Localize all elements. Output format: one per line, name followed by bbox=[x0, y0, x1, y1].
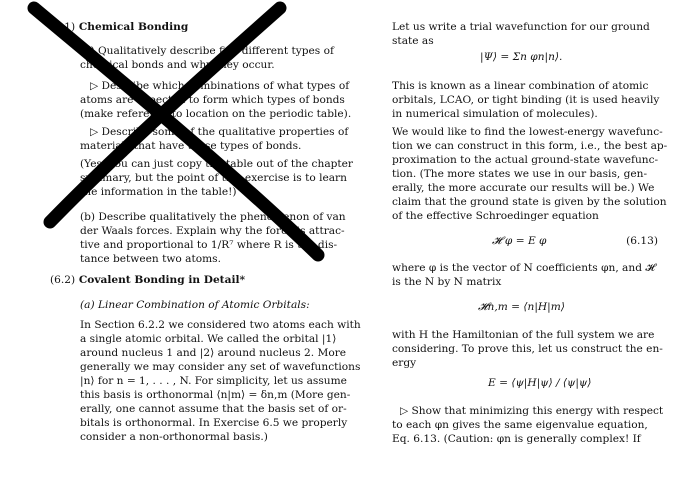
part-b-line: tance between two atoms. bbox=[80, 253, 221, 265]
intro-line: state as bbox=[392, 35, 434, 47]
goal-line: proximation to the actual ground-state wavefunc- bbox=[392, 154, 659, 166]
lcao-line: This is known as a linear combination of atomic bbox=[392, 80, 649, 92]
exercise-6-2-number: (6.2) bbox=[50, 274, 76, 286]
goal-line: erally, the more accurate our results will be.) We bbox=[392, 182, 655, 194]
energy-equation: E = ⟨ψ|H|ψ⟩ / ⟨ψ|ψ⟩ bbox=[488, 377, 592, 389]
lcao-body-line: erally, one cannot assume that the basis set of or- bbox=[80, 403, 347, 415]
lcao-body-line: |n⟩ for n = 1, . . . , N. For simplicity, let us assume bbox=[80, 375, 347, 387]
hamiltonian-line: considering. To prove this, let us construct the en- bbox=[392, 343, 663, 355]
part-b-line: tive and proportional to 1/R⁷ where R is the dis- bbox=[80, 239, 338, 251]
exercise-6-1-heading bbox=[50, 20, 188, 34]
equation-number: (6.13) bbox=[626, 235, 658, 247]
lcao-body-line: consider a non-orthonormal basis.) bbox=[80, 431, 268, 443]
goal-line: We would like to find the lowest-energy wavefunc- bbox=[392, 126, 663, 138]
part-a-line: chemical bonds and why they occur. bbox=[80, 59, 275, 71]
matrix-element-equation: 𝓗n,m = ⟨n|H|m⟩ bbox=[478, 301, 565, 313]
exercise-6-2-heading bbox=[50, 273, 245, 287]
show-line: to each φn gives the same eigenvalue equation, bbox=[392, 419, 648, 431]
describe-line: ▷ Describe which combinations of what types of bbox=[90, 80, 350, 92]
part-b-line: (b) Describe qualitatively the phenomenon of van bbox=[80, 211, 346, 223]
goal-line: of the effective Schroedinger equation bbox=[392, 210, 599, 222]
part-a-line: (a) Qualitatively describe five different types of bbox=[80, 45, 334, 57]
properties-line: ▷ Describe some of the qualitative properties of bbox=[90, 126, 349, 138]
trial-wavefunction-equation: |Ψ⟩ = Σn φn|n⟩. bbox=[480, 51, 563, 63]
lcao-body-line: a single atomic orbital. We called the orbital |1⟩ bbox=[80, 333, 337, 345]
where-line: where φ is the vector of N coefficients φn, and 𝓗 bbox=[392, 262, 655, 274]
lcao-line: in numerical simulation of molecules). bbox=[392, 108, 598, 120]
note-line: summary, but the point of this exercise is to learn bbox=[80, 172, 347, 184]
part-b-line: der Waals forces. Explain why the force is attrac- bbox=[80, 225, 345, 237]
describe-line: atoms are expected to form which types of bonds bbox=[80, 94, 345, 106]
lcao-body-line: In Section 6.2.2 we considered two atoms each with bbox=[80, 319, 361, 331]
hamiltonian-line: ergy bbox=[392, 357, 417, 369]
exercise-6-2-title: Covalent Bonding in Detail* bbox=[78, 274, 246, 286]
show-line: Eq. 6.13. (Caution: φn is generally complex! If bbox=[392, 433, 641, 445]
schroedinger-equation: 𝓗 φ = E φ bbox=[492, 235, 547, 247]
lcao-body-line: generally we may consider any set of wavefunctions bbox=[80, 361, 361, 373]
show-line: ▷ Show that minimizing this energy with respect bbox=[400, 405, 664, 417]
exercise-6-1-title: Chemical Bonding bbox=[78, 21, 189, 33]
note-line: the information in the table!) bbox=[80, 186, 237, 198]
goal-line: claim that the ground state is given by the solution bbox=[392, 196, 667, 208]
describe-line: (make reference to location on the periodic table). bbox=[80, 108, 352, 120]
note-line: (Yes, you can just copy the table out of the chapter bbox=[80, 158, 354, 170]
intro-line: Let us write a trial wavefunction for our ground bbox=[392, 21, 650, 33]
lcao-body-line: bitals is orthonormal. In Exercise 6.5 we properly bbox=[80, 417, 348, 429]
where-line: is the N by N matrix bbox=[392, 276, 502, 288]
lcao-body-line: around nucleus 1 and |2⟩ around nucleus 2. More bbox=[80, 347, 347, 359]
goal-line: tion we can construct in this form, i.e., the best ap- bbox=[392, 140, 668, 152]
exercise-6-1-number: (6.1) bbox=[50, 21, 76, 33]
properties-line: materials that have these types of bonds. bbox=[80, 140, 302, 152]
lcao-subheading: (a) Linear Combination of Atomic Orbitals: bbox=[80, 299, 310, 311]
lcao-body-line: this basis is orthonormal ⟨n|m⟩ = δn,m (More gen- bbox=[80, 389, 351, 401]
goal-line: tion. (The more states we use in our basis, gen- bbox=[392, 168, 648, 180]
hamiltonian-line: with H the Hamiltonian of the full system we are bbox=[392, 329, 655, 341]
lcao-line: orbitals, LCAO, or tight binding (it is used heavily bbox=[392, 94, 660, 106]
